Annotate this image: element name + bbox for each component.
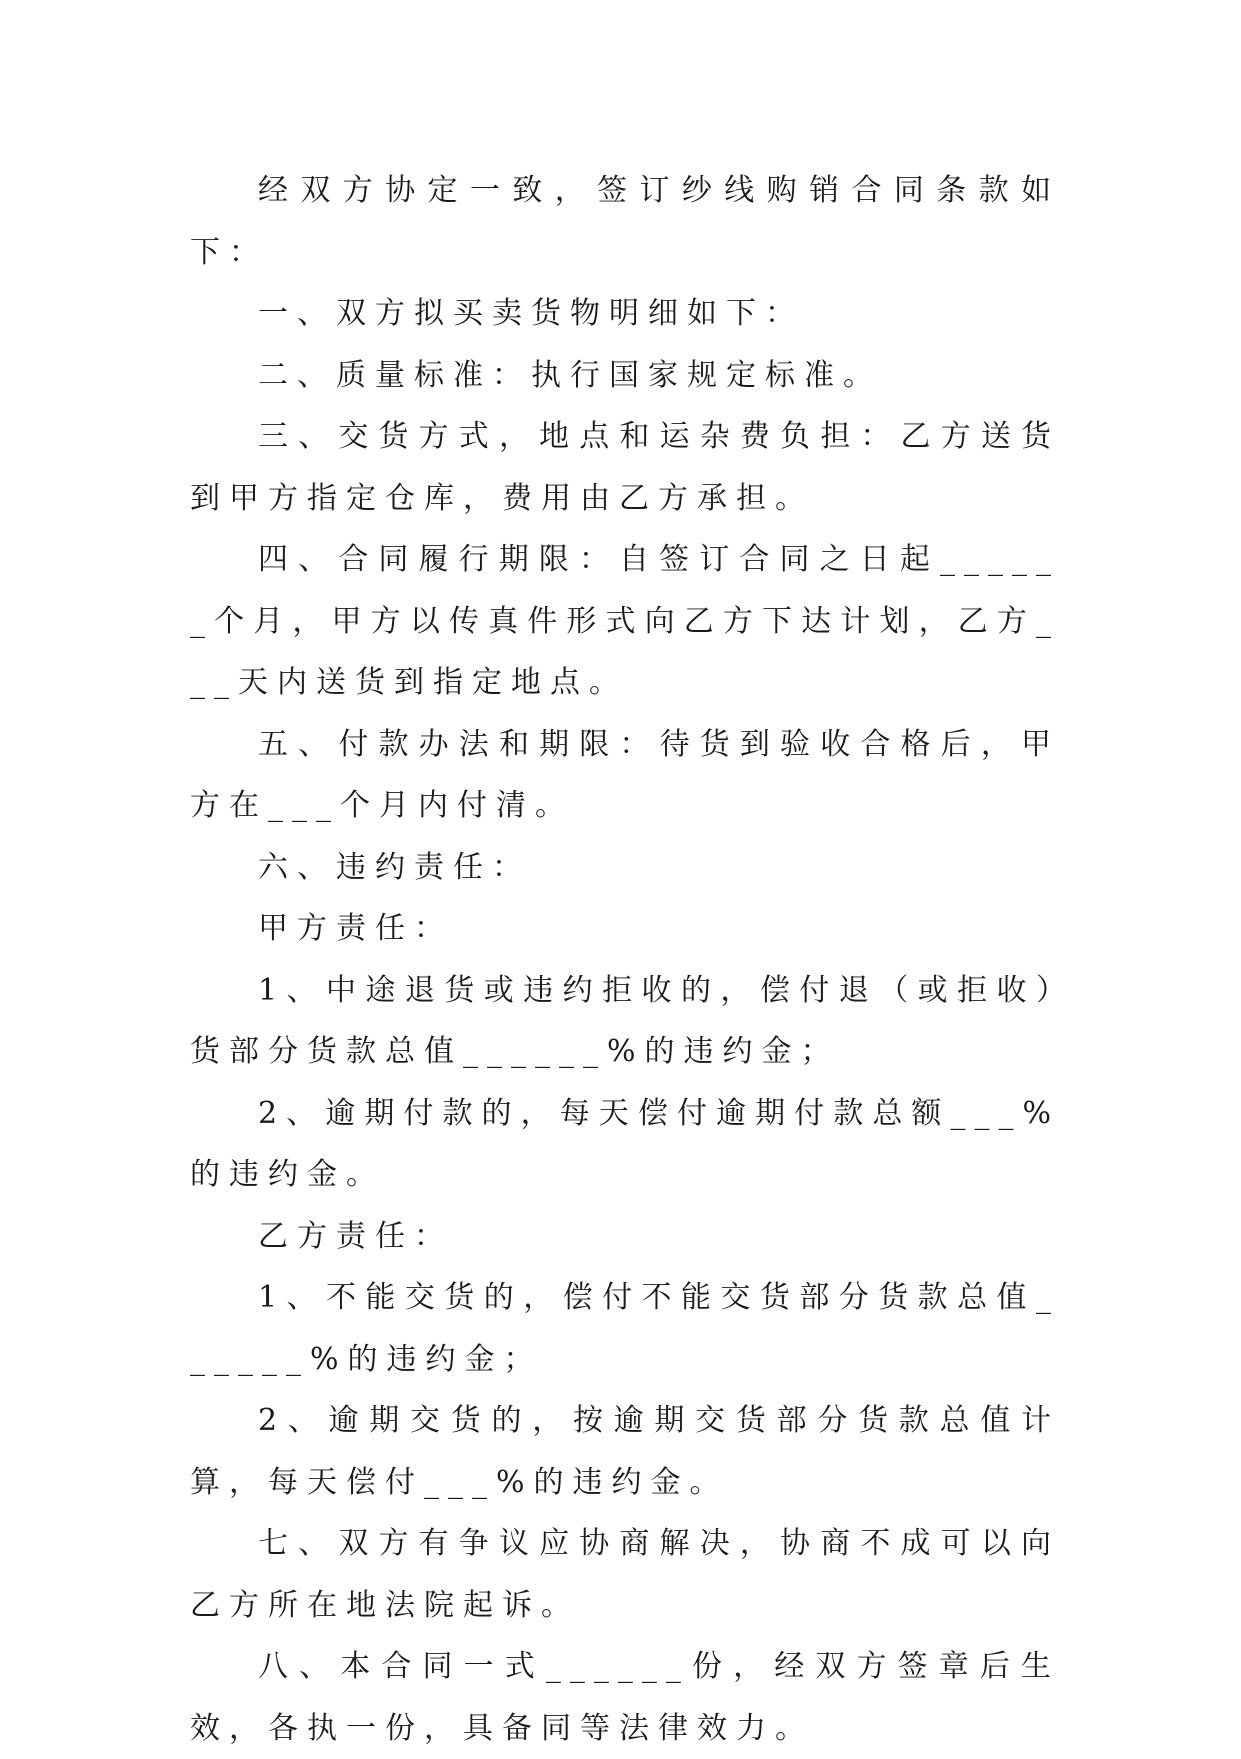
paragraph-clause-4: 四、合同履行期限：自签订合同之日起______个月，甲方以传真件形式向乙方下达计划，乙方___天内送货到指定地点。 [190, 542, 1060, 700]
paragraph-clause-6: 六、违约责任： [258, 849, 531, 885]
paragraph-clause-1: 一、双方拟买卖货物明细如下： [258, 296, 804, 331]
paragraph-clause-7: 七、双方有争议应协商解决，协商不成可以向乙方所在地法院起诉。 [190, 1526, 1060, 1623]
paragraph-intro: 经双方协定一致，签订纱线购销合同条款如下： [190, 173, 1060, 270]
paragraph-clause-8: 八、本合同一式______份，经双方签章后生效，各执一份，具备同等法律效力。 [190, 1649, 1060, 1746]
paragraph-clause-5: 五、付款办法和期限：待货到验收合格后，甲方在___个月内付清。 [190, 726, 1060, 823]
paragraph-clause-3: 三、交货方式，地点和运杂费负担：乙方送货到甲方指定仓库，费用由乙方承担。 [190, 419, 1060, 516]
contract-body [190, 160, 1060, 1759]
paragraph-party-a-item-1: 1、中途退货或违约拒收的，偿付退（或拒收）货部分货款总值______%的违约金； [190, 972, 1060, 1069]
paragraph-clause-2: 二、质量标准：执行国家规定标准。 [258, 357, 882, 393]
paragraph-party-a-item-2: 2、逾期付款的，每天偿付逾期付款总额___%的违约金。 [190, 1095, 1060, 1192]
paragraph-party-b-item-1: 1、不能交货的，偿付不能交货部分货款总值______%的违约金； [190, 1280, 1060, 1377]
paragraph-party-a-heading: 甲方责任： [258, 911, 453, 946]
paragraph-party-b-item-2: 2、逾期交货的，按逾期交货部分货款总值计算，每天偿付___%的违约金。 [190, 1403, 1060, 1500]
paragraph-party-b-heading: 乙方责任： [258, 1218, 453, 1254]
